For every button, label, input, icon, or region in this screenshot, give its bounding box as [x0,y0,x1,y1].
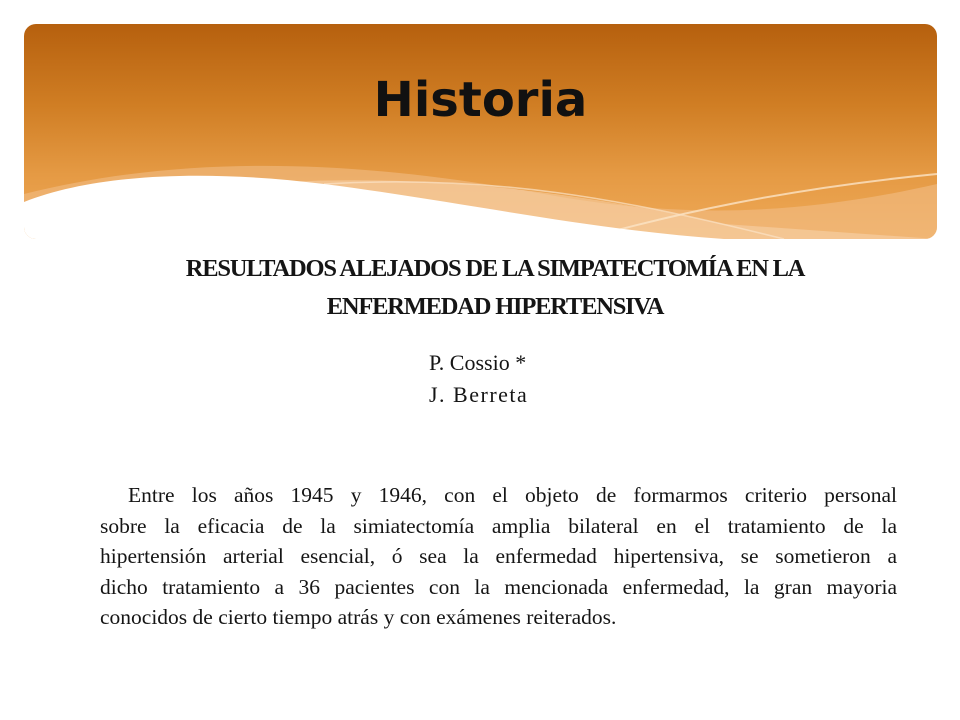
abstract-line: conocidos de cierto tiempo atrás y con exámenes reiterados. [100,605,617,629]
abstract-line: dicho tratamiento a 36 pacientes con la mencionada enfermedad, la gran mayoria [100,574,897,599]
document-title [90,250,900,326]
title-banner [24,24,937,239]
abstract-line: Entre los años 1945 y 1946, con el objeto de formarmos criterio personal [128,483,897,507]
author-name: J. Berreta [429,382,529,407]
abstract-line: sobre la eficacia de la simiatectomía amplia bilateral en el tratamiento de la [100,513,897,538]
author-name: P. Cossio * [429,350,527,375]
document-title-line: RESULTADOS ALEJADOS DE LA SIMPATECTOMÍA EN LA [185,255,805,282]
author-list [429,347,528,411]
slide-title: Historia [373,72,588,128]
abstract-line: hipertensión arterial esencial, ó sea la enfermedad hipertensiva, se sometieron a [100,544,897,568]
document-title-line: ENFERMEDAD HIPERTENSIVA [326,293,664,320]
abstract-paragraph [100,480,897,633]
banner-swoosh-decoration [24,24,937,239]
document-excerpt [90,240,900,640]
